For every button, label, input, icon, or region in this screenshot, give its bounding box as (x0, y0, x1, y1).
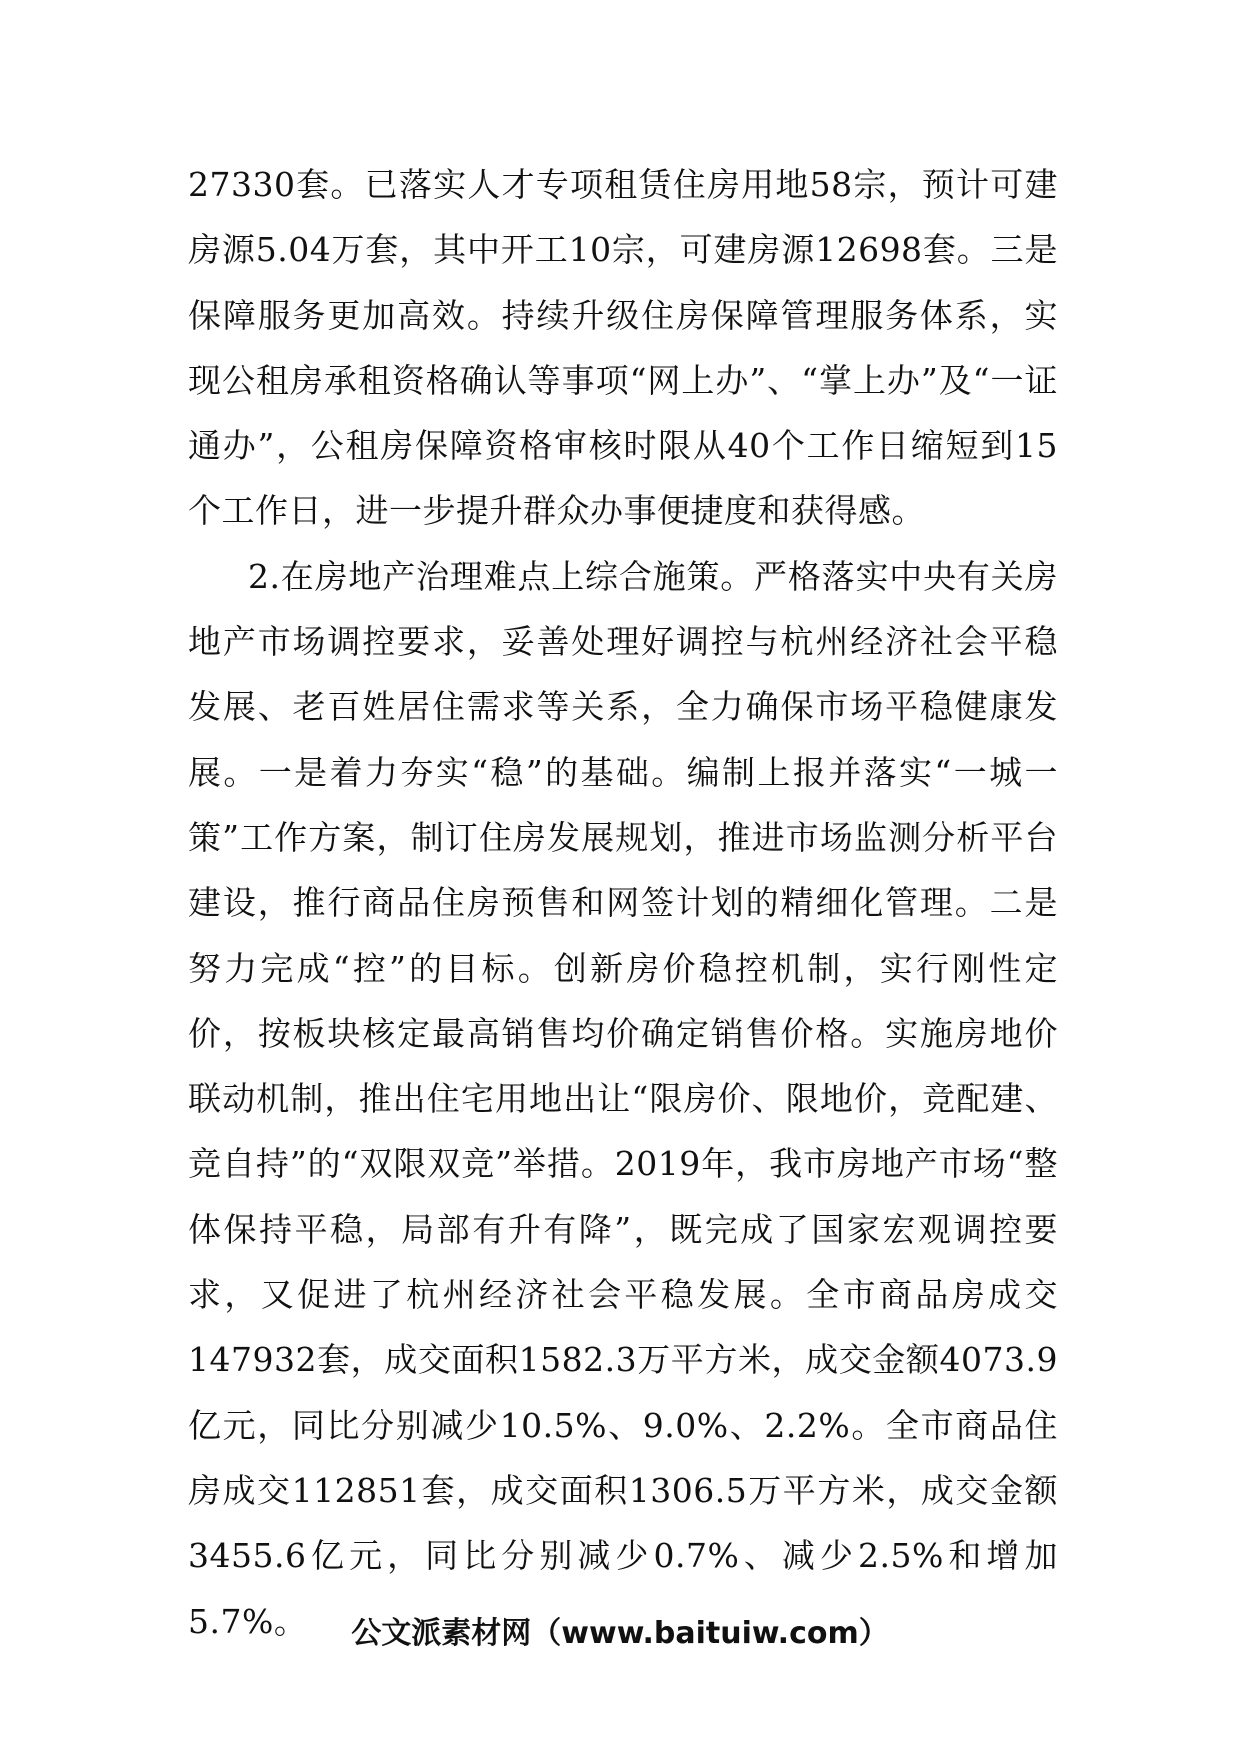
footer-watermark-text: 公文派素材网（www.baituiw.com） (351, 1616, 889, 1651)
paragraph-2: 2.在房地产治理难点上综合施策。严格落实中央有关房地产市场调控要求，妥善处理好调控与杭州经济社会平稳发展、老百姓居住需求等关系，全力确保市场平稳健康发展。一是着力夯实“稳”的基础。编制上报并落实“一城一策”工作方案，制订住房发展规划，推进市场监测分析平台建设，推行商品住房预售和网签计划的精细化管理。二是努力完成“控”的目标。创新房价稳控机制，实行刚性定价，按板块核定最高销售均价确定销售价格。实施房地价联动机制，推出住宅用地出让“限房价、限地价，竞配建、竞自持”的“双限双竞”举措。2019年，我市房地产市场“整体保持平稳，局部有升有降”，既完成了国家宏观调控要求，又促进了杭州经济社会平稳发展。全市商品房成交147932套，成交面积1582.3万平方米，成交金额4073.9亿元，同比分别减少10.5%、9.0%、2.2%。全市商品住房成交112851套，成交面积1306.5万平方米，成交金额3455.6亿元，同比分别减少0.7%、减少2.5%和增加5.7%。 (188, 556, 1058, 1641)
document-body (188, 152, 1058, 1654)
paragraph-1: 27330套。已落实人才专项租赁住房用地58宗，预计可建房源5.04万套，其中开工10宗，可建房源12698套。三是保障服务更加高效。持续升级住房保障管理服务体系，实现公租房承租资格确认等事项“网上办”、“掌上办”及“一证通办”，公租房保障资格审核时限从40个工作日缩短到15个工作日，进一步提升群众办事便捷度和获得感。 (188, 165, 1058, 531)
